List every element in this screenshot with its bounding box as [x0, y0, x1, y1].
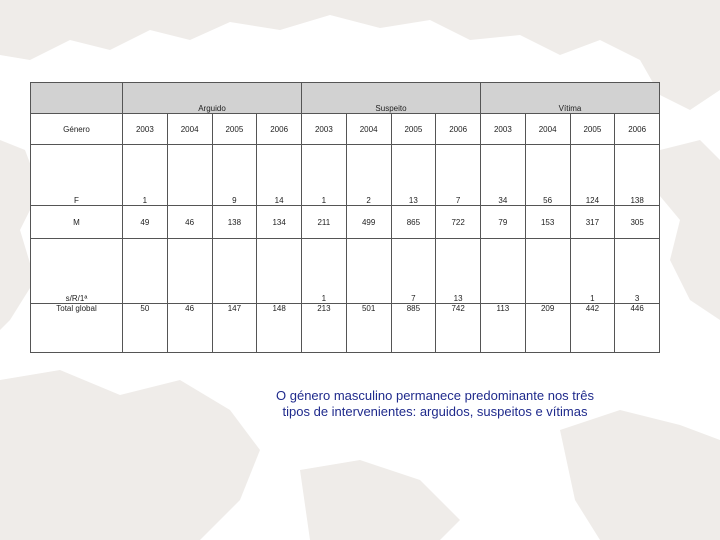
year-header: 2005	[212, 114, 257, 145]
summary-caption: O género masculino permanece predominante nos três tipos de intervenientes: arguidos, suspeitos e vítimas	[276, 388, 594, 419]
table-cell: 148	[257, 304, 302, 353]
group-header-arguido: Arguido	[123, 83, 302, 114]
table-cell: 49	[123, 206, 168, 239]
table-row-total	[31, 304, 660, 353]
table-cell: 1	[570, 239, 615, 304]
table-cell: 1	[302, 239, 347, 304]
row-label: s/R/1ª	[31, 239, 123, 304]
table-cell: 2	[346, 145, 391, 206]
table-cell: 499	[346, 206, 391, 239]
table-cell: 1	[123, 145, 168, 206]
year-header: 2003	[123, 114, 168, 145]
table-cell: 13	[391, 145, 436, 206]
table-cell: 885	[391, 304, 436, 353]
year-header: 2006	[615, 114, 660, 145]
table-cell: 147	[212, 304, 257, 353]
table-cell: 13	[436, 239, 481, 304]
table-cell: 3	[615, 239, 660, 304]
table-cell: 7	[436, 145, 481, 206]
table-cell: 138	[212, 206, 257, 239]
table-row	[31, 239, 660, 304]
year-header: 2005	[570, 114, 615, 145]
table-cell: 742	[436, 304, 481, 353]
statistics-table	[30, 82, 660, 353]
year-header: 2006	[257, 114, 302, 145]
table-cell: 865	[391, 206, 436, 239]
table-cell: 56	[525, 145, 570, 206]
table-cell	[123, 239, 168, 304]
row-label: F	[31, 145, 123, 206]
row-header-label: Género	[31, 114, 123, 145]
table-cell: 113	[481, 304, 526, 353]
table-row	[31, 145, 660, 206]
table-cell: 79	[481, 206, 526, 239]
table-cell: 153	[525, 206, 570, 239]
table-cell: 211	[302, 206, 347, 239]
table-cell: 722	[436, 206, 481, 239]
table-cell: 46	[167, 304, 212, 353]
table-cell: 134	[257, 206, 302, 239]
table-cell	[346, 239, 391, 304]
table-cell: 50	[123, 304, 168, 353]
row-label: Total global	[31, 304, 123, 353]
year-header: 2004	[167, 114, 212, 145]
table-cell: 317	[570, 206, 615, 239]
table-cell	[481, 239, 526, 304]
table-cell	[167, 145, 212, 206]
table-cell: 209	[525, 304, 570, 353]
table-cell	[257, 239, 302, 304]
table-row	[31, 206, 660, 239]
group-header-row	[31, 83, 660, 114]
table-cell	[212, 239, 257, 304]
table-cell: 124	[570, 145, 615, 206]
year-header: 2003	[481, 114, 526, 145]
table-cell	[167, 239, 212, 304]
table-cell: 446	[615, 304, 660, 353]
year-header: 2004	[525, 114, 570, 145]
table-cell	[525, 239, 570, 304]
table-cell: 14	[257, 145, 302, 206]
table-cell: 7	[391, 239, 436, 304]
table-cell: 34	[481, 145, 526, 206]
year-header: 2006	[436, 114, 481, 145]
group-header-vitima: Vítima	[481, 83, 660, 114]
table-cell: 305	[615, 206, 660, 239]
table-cell: 9	[212, 145, 257, 206]
year-header: 2003	[302, 114, 347, 145]
table-cell: 1	[302, 145, 347, 206]
row-label: M	[31, 206, 123, 239]
table-cell: 46	[167, 206, 212, 239]
table-cell: 138	[615, 145, 660, 206]
year-header: 2004	[346, 114, 391, 145]
table-cell: 442	[570, 304, 615, 353]
table-cell: 501	[346, 304, 391, 353]
corner-cell	[31, 83, 123, 114]
group-header-suspeito: Suspeito	[302, 83, 481, 114]
year-header: 2005	[391, 114, 436, 145]
year-header-row	[31, 114, 660, 145]
table-cell: 213	[302, 304, 347, 353]
